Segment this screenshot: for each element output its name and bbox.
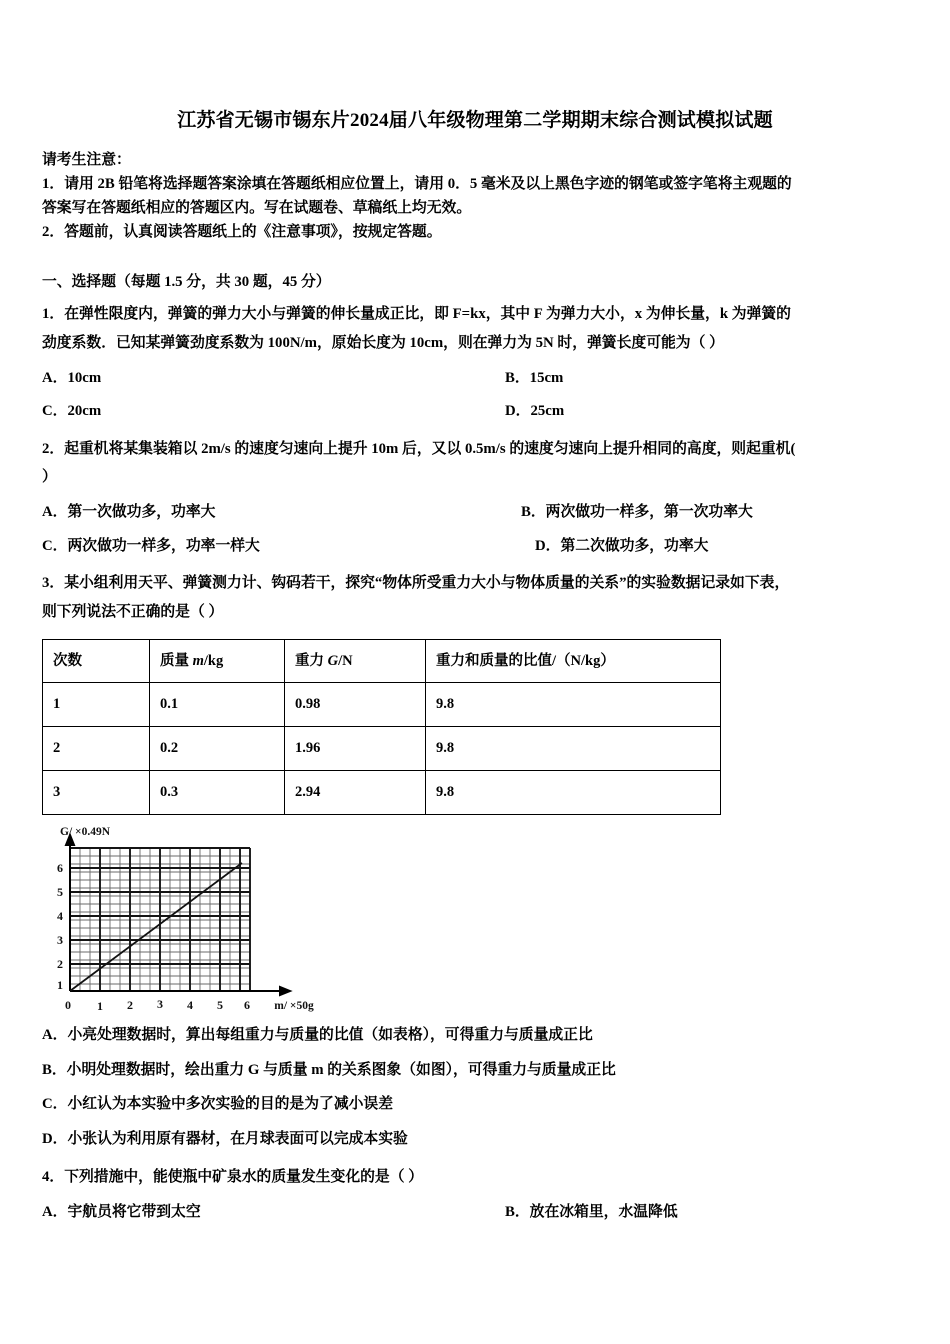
svg-text:5: 5 [217, 997, 223, 1012]
gravity-mass-graph-svg [42, 823, 342, 1018]
graph-data-line [70, 863, 242, 991]
question-3 [42, 569, 908, 627]
question-1-options [42, 362, 908, 429]
question-3-stem-line1: 3．某小组利用天平、弹簧测力计、钩码若干，探究“物体所受重力大小与物体质量的关系”的实验数据记录如下表， [42, 574, 790, 591]
table-header-mass-symbol: m [192, 652, 204, 669]
notice-item-1-line2: 答案写在答题纸相应的答题区内。写在试题卷、草稿纸上均无效。 [42, 199, 472, 216]
table-header-mass-post: /kg [203, 652, 224, 669]
section-heading-multiple-choice: 一、选择题（每题 1.5 分，共 30 题，45 分） [42, 273, 331, 290]
svg-text:6: 6 [244, 997, 250, 1012]
notice-item-1-line1: 1．请用 2B 铅笔将选择题答案涂填在答题纸相应位置上，请用 0．5 毫米及以上黑色字迹的钢笔或签字笔将主观题的 [42, 175, 792, 192]
table-cell-trial: 2 [43, 727, 150, 771]
table-row [43, 771, 721, 815]
candidate-notice-block [42, 149, 908, 245]
graph-y-tick-labels [57, 861, 63, 992]
question-4-option-a[interactable]: A．宇航员将它带到太空 [42, 1203, 201, 1220]
question-1-option-c[interactable]: C．20cm [42, 403, 102, 420]
svg-text:2: 2 [127, 997, 133, 1012]
question-4-stem: 4．下列措施中，能使瓶中矿泉水的质量发生变化的是（ ） [42, 1168, 424, 1185]
question-1-option-a[interactable]: A．10cm [42, 370, 102, 387]
svg-text:3: 3 [57, 932, 63, 947]
svg-text:1: 1 [97, 998, 103, 1013]
page-title: 江苏省无锡市锡东片2024届八年级物理第二学期期末综合测试模拟试题 [177, 110, 773, 131]
svg-text:1: 1 [57, 977, 63, 992]
question-2-option-a[interactable]: A．第一次做功多，功率大 [42, 504, 216, 521]
question-3-option-b[interactable]: B．小明处理数据时，绘出重力 G 与质量 m 的关系图象（如图），可得重力与质量成正比 [42, 1061, 616, 1078]
svg-text:3: 3 [157, 996, 163, 1011]
svg-text:0: 0 [65, 997, 71, 1012]
table-header-ratio: 重力和质量的比值/（N/kg） [426, 639, 721, 683]
question-2-options [42, 496, 908, 563]
notice-item-2: 2．答题前，认真阅读答题纸上的《注意事项》，按规定答题。 [42, 223, 442, 240]
question-3-option-a[interactable]: A．小亮处理数据时，算出每组重力与质量的比值（如表格），可得重力与质量成正比 [42, 1026, 593, 1043]
table-header-gravity [285, 639, 426, 683]
table-row [43, 683, 721, 727]
experiment-data-table [42, 639, 721, 815]
question-2-option-c[interactable]: C．两次做功一样多，功率一样大 [42, 537, 260, 554]
table-cell-gravity: 1.96 [285, 727, 426, 771]
table-cell-gravity: 2.94 [285, 771, 426, 815]
question-4-option-b[interactable]: B．放在冰箱里，水温降低 [505, 1203, 678, 1220]
question-4 [42, 1163, 908, 1192]
question-1-option-b[interactable]: B．15cm [505, 370, 564, 387]
question-2 [42, 435, 908, 493]
page-content [42, 0, 908, 1319]
table-header-trial: 次数 [43, 639, 150, 683]
question-4-options [42, 1196, 908, 1229]
question-3-option-c[interactable]: C．小红认为本实验中多次实验的目的是为了减小误差 [42, 1096, 394, 1113]
table-header-gravity-pre: 重力 [295, 652, 328, 669]
table-cell-mass: 0.3 [150, 771, 285, 815]
table-cell-mass: 0.2 [150, 727, 285, 771]
question-2-stem-line1: 2．起重机将某集装箱以 2m/s 的速度匀速向上提升 10m 后，又以 0.5m/s 的速度匀速向上提升相同的高度，则起重机( [42, 440, 796, 457]
table-cell-mass: 0.1 [150, 683, 285, 727]
question-2-option-d[interactable]: D．第二次做功多，功率大 [535, 537, 709, 554]
question-1-option-d[interactable]: D．25cm [505, 403, 565, 420]
table-header-gravity-symbol: G [327, 652, 339, 669]
table-cell-trial: 1 [43, 683, 150, 727]
question-3-stem-line2: 则下列说法不正确的是（ ） [42, 603, 224, 620]
table-header-mass-pre: 质量 [160, 652, 193, 669]
page-bottom-space [42, 1229, 908, 1319]
graph-x-axis-label: m/ ×50g [274, 999, 314, 1012]
table-cell-gravity: 0.98 [285, 683, 426, 727]
table-row [43, 727, 721, 771]
question-2-option-b[interactable]: B．两次做功一样多，第一次功率大 [521, 504, 753, 521]
graph-x-tick-labels [65, 997, 250, 1013]
svg-text:5: 5 [57, 884, 63, 899]
table-cell-ratio: 9.8 [426, 727, 721, 771]
question-3-option-d[interactable]: D．小张认为利用原有器材，在月球表面可以完成本实验 [42, 1131, 408, 1148]
table-cell-ratio: 9.8 [426, 771, 721, 815]
question-2-stem-line2: ） [42, 469, 57, 486]
svg-text:4: 4 [57, 908, 63, 923]
question-3-options [42, 1018, 908, 1157]
graph-major-grid [70, 848, 250, 991]
table-cell-trial: 3 [43, 771, 150, 815]
notice-heading: 请考生注意： [42, 151, 131, 168]
question-1 [42, 300, 908, 358]
svg-text:4: 4 [187, 997, 193, 1012]
table-header-row [43, 639, 721, 683]
gravity-mass-graph-figure [42, 823, 342, 1018]
question-1-stem-line1: 1．在弹性限度内，弹簧的弹力大小与弹簧的伸长量成正比，即 F=kx，其中 F 为弹力大小，x 为伸长量，k 为弹簧的 [42, 306, 791, 323]
graph-y-axis-label: G/ ×0.49N [60, 825, 110, 838]
table-header-gravity-post: /N [338, 652, 353, 669]
table-header-mass [150, 639, 285, 683]
svg-text:2: 2 [57, 956, 63, 971]
question-1-stem-line2: 劲度系数．已知某弹簧劲度系数为 100N/m，原始长度为 10cm，则在弹力为 5N 时，弹簧长度可能为（ ） [42, 335, 724, 352]
svg-text:6: 6 [57, 860, 63, 875]
table-cell-ratio: 9.8 [426, 683, 721, 727]
